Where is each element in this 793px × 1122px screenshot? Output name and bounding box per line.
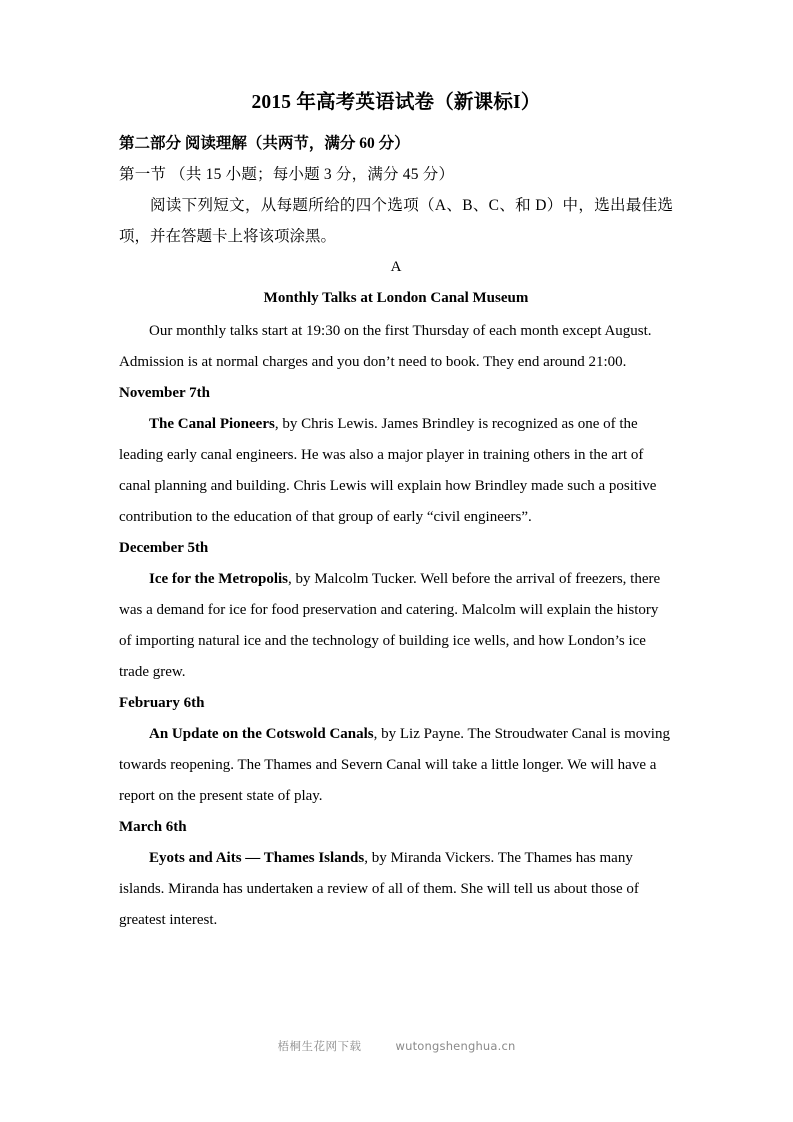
section-heading: 第一节 （共 15 小题；每小题 3 分，满分 45 分） xyxy=(119,166,455,183)
talk-date-heading: December 5th xyxy=(119,540,209,556)
talk-paragraph xyxy=(119,843,673,936)
page-title: 2015 年高考英语试卷（新课标I） xyxy=(251,92,541,113)
talk-title: The Canal Pioneers xyxy=(149,416,275,432)
document-content xyxy=(119,88,673,936)
passage-intro-paragraph: Our monthly talks start at 19:30 on the first Thursday of each month except August. Admission is at normal charges and you don’t need to book. They end around 21:00. xyxy=(119,323,652,370)
talk-title: An Update on the Cotswold Canals xyxy=(149,726,374,742)
talk-body: , by Liz Payne. The Stroudwater Canal is moving towards reopening. The Thames and Severn Canal will take a little longer. We will have a report on the present state of play. xyxy=(119,726,670,804)
talk-date-heading: March 6th xyxy=(119,819,187,835)
talk-title: Ice for the Metropolis xyxy=(149,571,288,587)
talk-paragraph xyxy=(119,564,673,688)
talk-date-heading: November 7th xyxy=(119,385,210,401)
footer-watermark xyxy=(0,1038,793,1054)
instructions-paragraph: 阅读下列短文，从每题所给的四个选项（A、B、C、和 D）中，选出最佳选项，并在答题卡上将该项涂黑。 xyxy=(119,197,673,245)
talk-body: , by Chris Lewis. James Brindley is recognized as one of the leading early canal engineers. He was also a major player in training others in the art of canal planning and building. Chris Lewis will explain how Brindley made such a positive contribution to the education of that group of early “civil engineers”. xyxy=(119,416,657,525)
talk-date-heading: February 6th xyxy=(119,695,205,711)
section-letter: A xyxy=(390,259,402,275)
watermark-site-name: 梧桐生花网下载 xyxy=(277,1039,362,1053)
watermark-url: wutongshenghua.cn xyxy=(395,1039,516,1053)
talk-body: , by Malcolm Tucker. Well before the arrival of freezers, there was a demand for ice for food preservation and catering. Malcolm will explain the history of importing natural ice and the technology of building ice wells, and how London’s ice trade grew. xyxy=(119,571,661,680)
talk-paragraph xyxy=(119,409,673,533)
talk-paragraph xyxy=(119,719,673,812)
talk-body: , by Miranda Vickers. The Thames has many islands. Miranda has undertaken a review of all of them. She will tell us about those of greatest interest. xyxy=(119,850,639,928)
passage-title: Monthly Talks at London Canal Museum xyxy=(263,290,529,306)
part-heading: 第二部分 阅读理解（共两节，满分 60 分） xyxy=(119,135,410,152)
talk-title: Eyots and Aits — Thames Islands xyxy=(149,850,365,866)
